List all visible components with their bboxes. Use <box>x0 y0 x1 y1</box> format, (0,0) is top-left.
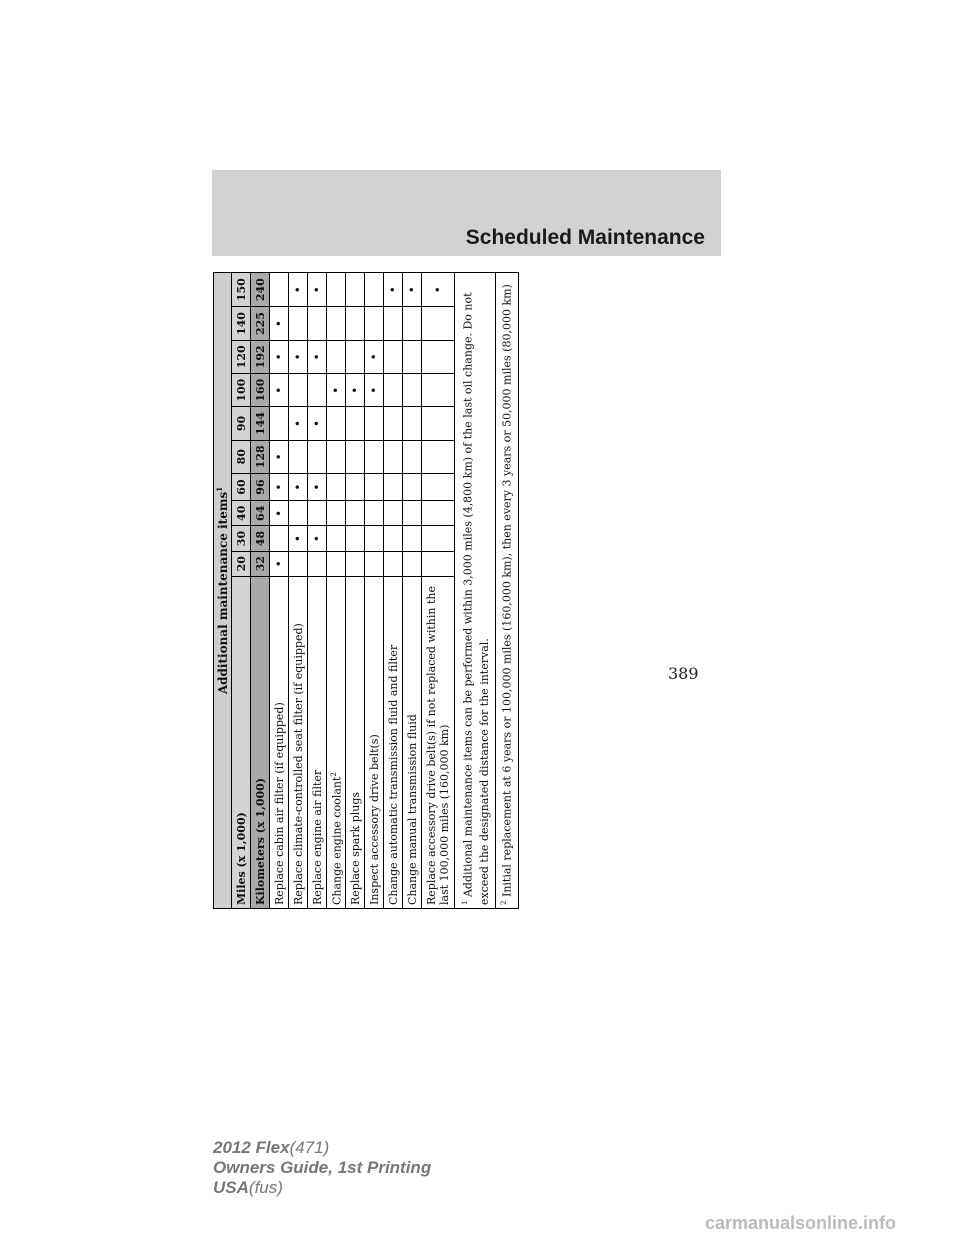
maintenance-item-label <box>289 576 308 908</box>
maintenance-table-rotated <box>213 272 538 909</box>
maintenance-item-row <box>403 273 422 909</box>
interval-empty <box>384 307 403 340</box>
interval-mark: • <box>270 501 289 526</box>
interval-empty <box>365 473 384 500</box>
interval-empty <box>365 440 384 473</box>
miles-value: 40 <box>232 501 251 526</box>
interval-empty <box>403 307 422 340</box>
miles-value: 30 <box>232 526 251 551</box>
interval-empty <box>346 307 365 340</box>
interval-empty <box>346 273 365 307</box>
interval-empty <box>327 440 346 473</box>
interval-empty <box>346 473 365 500</box>
maintenance-item-label <box>346 576 365 908</box>
interval-mark: • <box>308 473 327 500</box>
interval-empty <box>346 551 365 576</box>
table-title-footnote-ref: 1 <box>215 486 224 492</box>
miles-value: 60 <box>232 473 251 500</box>
interval-empty <box>289 373 308 406</box>
miles-value: 120 <box>232 340 251 373</box>
interval-mark: • <box>403 273 422 307</box>
footnote-1-text: Additional maintenance items can be performed within 3,000 miles (4,800 km) of the last oil change. Do not exceed the designated distance for the interval. <box>461 292 491 905</box>
footnote-1 <box>455 273 496 909</box>
maintenance-item-label <box>384 576 403 908</box>
interval-empty <box>403 551 422 576</box>
interval-empty <box>422 440 455 473</box>
maintenance-item-label <box>422 576 455 908</box>
interval-empty <box>384 473 403 500</box>
interval-empty <box>384 526 403 551</box>
interval-mark: • <box>308 526 327 551</box>
interval-empty <box>327 473 346 500</box>
footnote-2-text: Initial replacement at 6 years or 100,000 miles (160,000 km), then every 3 years or 50,000 miles (80,000 km) <box>500 284 514 898</box>
footnote-2 <box>496 273 519 909</box>
maintenance-table-container <box>213 272 538 909</box>
miles-value: 140 <box>232 307 251 340</box>
footer-model-code: (471) <box>289 1138 330 1157</box>
interval-mark: • <box>289 407 308 440</box>
maintenance-item-text: Inspect accessory drive belt(s) <box>367 734 381 905</box>
interval-empty <box>384 340 403 373</box>
interval-empty <box>422 407 455 440</box>
interval-empty <box>365 526 384 551</box>
km-label: Kilometers (x 1,000) <box>251 576 270 908</box>
interval-empty <box>384 440 403 473</box>
table-title <box>214 273 232 909</box>
maintenance-item-label <box>270 576 289 908</box>
interval-empty <box>327 501 346 526</box>
interval-empty <box>384 551 403 576</box>
interval-empty <box>346 340 365 373</box>
interval-empty <box>422 307 455 340</box>
interval-empty <box>384 501 403 526</box>
maintenance-item-text: Replace spark plugs <box>348 791 362 905</box>
km-value: 160 <box>251 373 270 406</box>
interval-mark: • <box>289 273 308 307</box>
maintenance-item-text: Replace cabin air filter (if equipped) <box>272 702 286 905</box>
interval-empty <box>403 340 422 373</box>
footer-model: 2012 Flex <box>213 1138 290 1157</box>
interval-empty <box>327 273 346 307</box>
interval-mark: • <box>289 473 308 500</box>
interval-empty <box>422 551 455 576</box>
interval-mark: • <box>289 526 308 551</box>
maintenance-item-row <box>422 273 455 909</box>
interval-empty <box>403 407 422 440</box>
interval-empty <box>384 407 403 440</box>
maintenance-item-row <box>308 273 327 909</box>
interval-mark: • <box>308 273 327 307</box>
interval-empty <box>270 526 289 551</box>
page-number: 389 <box>668 664 699 683</box>
interval-mark: • <box>289 340 308 373</box>
interval-mark: • <box>270 373 289 406</box>
footnote-2-row <box>496 273 519 909</box>
interval-empty <box>289 551 308 576</box>
interval-mark: • <box>308 340 327 373</box>
miles-value: 90 <box>232 407 251 440</box>
maintenance-item-text: Change automatic transmission fluid and filter <box>386 644 400 905</box>
interval-empty <box>422 526 455 551</box>
interval-empty <box>365 501 384 526</box>
interval-mark: • <box>346 373 365 406</box>
table-title-text: Additional maintenance items <box>216 491 230 695</box>
interval-empty <box>308 373 327 406</box>
maintenance-item-row <box>365 273 384 909</box>
interval-empty <box>308 307 327 340</box>
interval-empty <box>403 440 422 473</box>
section-header-box <box>212 170 721 256</box>
interval-empty <box>403 373 422 406</box>
interval-empty <box>346 440 365 473</box>
maintenance-item-row <box>327 273 346 909</box>
interval-empty <box>365 273 384 307</box>
interval-empty <box>422 473 455 500</box>
maintenance-item-row <box>270 273 289 909</box>
km-value: 48 <box>251 526 270 551</box>
maintenance-item-text: Replace accessory drive belt(s) if not replaced within the last 100,000 miles (160,000 km) <box>425 586 451 905</box>
interval-empty <box>346 407 365 440</box>
km-value: 96 <box>251 473 270 500</box>
miles-value: 20 <box>232 551 251 576</box>
miles-value: 150 <box>232 273 251 307</box>
maintenance-item-text: Change manual transmission fluid <box>405 714 419 905</box>
interval-mark: • <box>365 373 384 406</box>
footer-region-code: (fus) <box>248 1178 283 1197</box>
interval-empty <box>403 501 422 526</box>
interval-empty <box>346 501 365 526</box>
interval-mark: • <box>308 407 327 440</box>
interval-empty <box>308 551 327 576</box>
section-title: Scheduled Maintenance <box>465 226 705 249</box>
maintenance-item-label <box>308 576 327 908</box>
interval-empty <box>289 501 308 526</box>
watermark-text: carmanualsonline.info <box>705 1213 897 1233</box>
miles-label: Miles (x 1,000) <box>232 576 251 908</box>
footnote-2-marker: 2 <box>500 900 509 905</box>
interval-empty <box>289 307 308 340</box>
maintenance-item-row <box>384 273 403 909</box>
interval-mark: • <box>270 440 289 473</box>
miles-row <box>232 273 251 909</box>
maintenance-item-text: Replace climate-controlled seat filter (if equipped) <box>291 623 305 905</box>
interval-mark: • <box>270 551 289 576</box>
km-row <box>251 273 270 909</box>
footer-region: USA <box>213 1178 249 1197</box>
footnote-1-row <box>455 273 496 909</box>
maintenance-item-label <box>403 576 422 908</box>
interval-empty <box>365 407 384 440</box>
maintenance-item-text: Change engine coolant <box>330 776 344 905</box>
interval-empty <box>327 340 346 373</box>
interval-empty <box>365 551 384 576</box>
interval-empty <box>289 440 308 473</box>
interval-empty <box>327 307 346 340</box>
maintenance-item-text: Replace engine air filter <box>310 769 324 905</box>
document-footer <box>213 1138 431 1198</box>
interval-empty <box>422 501 455 526</box>
miles-value: 100 <box>232 373 251 406</box>
maintenance-table <box>213 272 519 909</box>
maintenance-item-row <box>289 273 308 909</box>
maintenance-item-label <box>327 576 346 908</box>
interval-empty <box>327 526 346 551</box>
maintenance-item-label <box>365 576 384 908</box>
km-value: 128 <box>251 440 270 473</box>
km-value: 240 <box>251 273 270 307</box>
interval-mark: • <box>365 340 384 373</box>
footer-guide: Owners Guide, 1st Printing <box>213 1158 432 1177</box>
km-value: 144 <box>251 407 270 440</box>
interval-empty <box>270 273 289 307</box>
interval-empty <box>270 407 289 440</box>
miles-value: 80 <box>232 440 251 473</box>
interval-empty <box>403 473 422 500</box>
interval-empty <box>308 440 327 473</box>
interval-empty <box>422 340 455 373</box>
footer-model-line <box>213 1138 431 1158</box>
km-value: 192 <box>251 340 270 373</box>
interval-empty <box>384 373 403 406</box>
interval-mark: • <box>384 273 403 307</box>
interval-empty <box>327 551 346 576</box>
footnote-1-marker: 1 <box>461 900 470 905</box>
interval-empty <box>422 373 455 406</box>
interval-mark: • <box>270 340 289 373</box>
interval-empty <box>308 501 327 526</box>
maintenance-item-row <box>346 273 365 909</box>
interval-empty <box>327 407 346 440</box>
km-value: 32 <box>251 551 270 576</box>
footer-region-line <box>213 1178 431 1198</box>
interval-empty <box>346 526 365 551</box>
km-value: 64 <box>251 501 270 526</box>
interval-empty <box>403 526 422 551</box>
interval-mark: • <box>327 373 346 406</box>
footer-guide-line <box>213 1158 431 1178</box>
km-value: 225 <box>251 307 270 340</box>
interval-mark: • <box>270 473 289 500</box>
interval-empty <box>365 307 384 340</box>
interval-mark: • <box>422 273 455 307</box>
maintenance-item-footnote-ref: 2 <box>330 772 339 777</box>
interval-mark: • <box>270 307 289 340</box>
